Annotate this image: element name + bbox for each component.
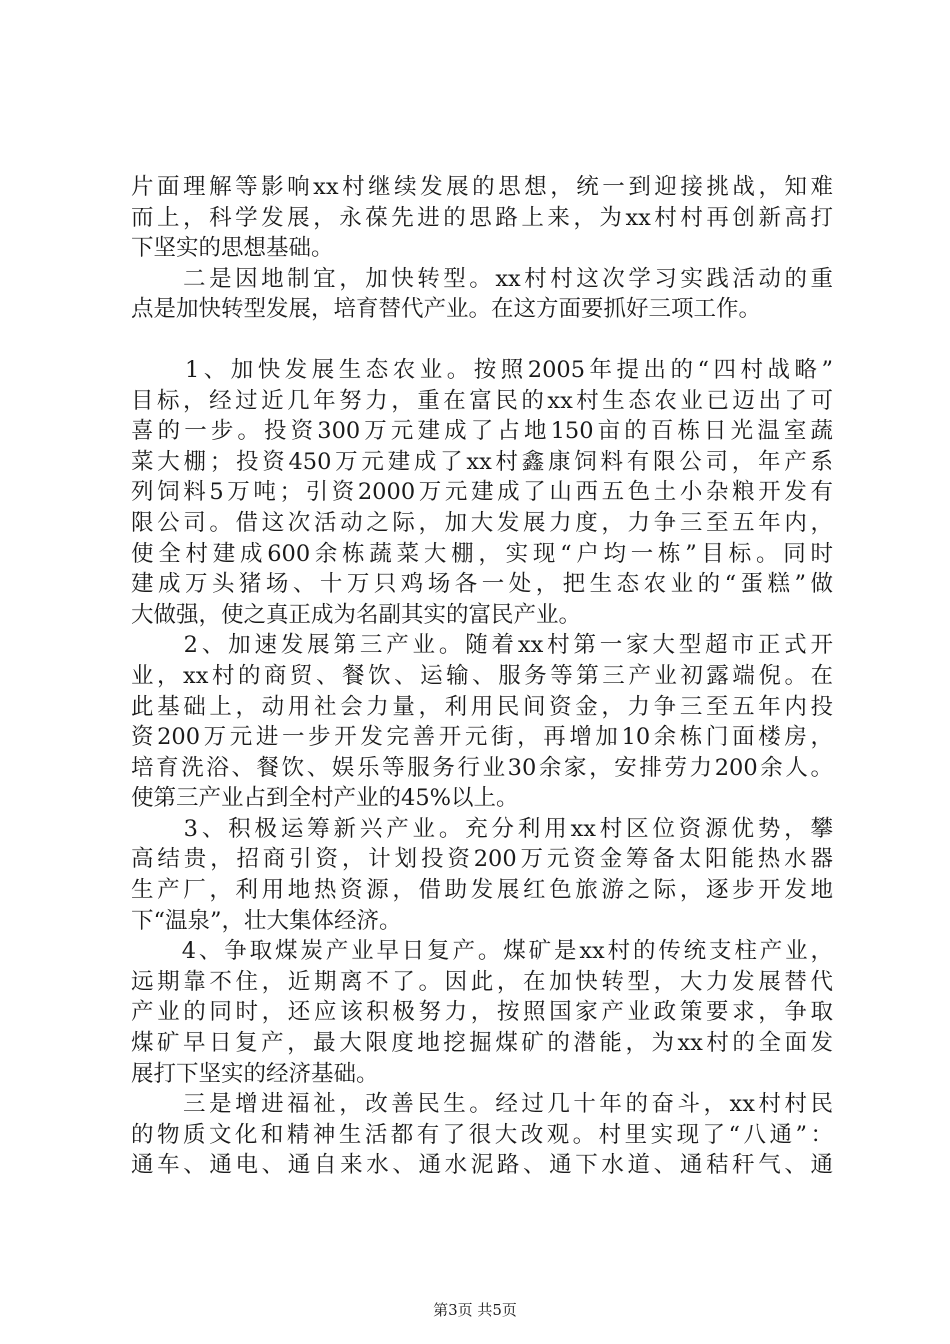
text-line: 2、加速发展第三产业。随着xx村第一家大型超市正式开 [131,632,833,659]
paragraph-5 [131,814,833,936]
text-line: 点是加快转型发展，培育替代产业。在这方面要抓好三项工作。 [131,296,762,323]
page-number-footer: 第3页 共5页 [433,1301,517,1319]
text-line: 高结贵，招商引资，计划投资200万元资金筹备太阳能热水器 [131,846,833,873]
text-line: 大做强，使之真正成为名副其实的富民产业。 [131,601,582,628]
text-line: 列饲料5万吨；引资2000万元建成了山西五色土小杂粮开发有 [131,479,833,506]
text-line: 二是因地制宜，加快转型。xx村村这次学习实践活动的重 [131,265,833,292]
text-line: 煤矿早日复产，最大限度地挖掘煤矿的潜能，为xx村的全面发 [131,1030,833,1057]
paragraph-3 [131,355,833,630]
text-line: 业，xx村的商贸、餐饮、运输、服务等第三产业初露端倪。在 [131,662,833,689]
text-line: 资200万元进一步开发完善开元街，再增加10余栋门面楼房， [131,724,833,751]
text-line: 通车、通电、通自来水、通水泥路、通下水道、通秸秆气、通 [131,1152,833,1179]
paragraph-4 [131,630,833,814]
text-line: 建成万头猪场、十万只鸡场各一处，把生态农业的“蛋糕”做 [131,571,833,598]
text-line: 使全村建成600余栋蔬菜大棚，实现“户均一栋”目标。同时 [131,540,833,567]
paragraph-1 [131,172,833,264]
text-line: 的物质文化和精神生活都有了很大改观。村里实现了“八通”： [131,1121,833,1148]
text-line: 此基础上，动用社会力量，利用民间资金，力争三至五年内投 [131,693,833,720]
text-line: 限公司。借这次活动之际，加大发展力度，力争三至五年内， [131,509,833,536]
text-line: 下坚实的思想基础。 [131,235,334,262]
text-line: 3、积极运筹新兴产业。充分利用xx村区位资源优势，攀 [131,815,833,842]
text-line: 4、争取煤炭产业早日复产。煤矿是xx村的传统支柱产业， [131,938,833,965]
text-line: 1、加快发展生态农业。按照2005年提出的“四村战略” [131,356,833,383]
paragraph-7 [131,1089,833,1181]
text-line: 生产厂，利用地热资源，借助发展红色旅游之际，逐步开发地 [131,877,833,904]
paragraph-6 [131,936,833,1089]
text-line: 菜大棚；投资450万元建成了xx村鑫康饲料有限公司，年产系 [131,448,833,475]
text-line: 三是增进福祉，改善民生。经过几十年的奋斗，xx村村民 [131,1091,833,1118]
document-body [131,172,833,1181]
text-line: 下“温泉”，壮大集体经济。 [131,907,402,934]
text-line: 而上，科学发展，永葆先进的思路上来，为xx村村再创新高打 [131,204,833,231]
text-line: 产业的同时，还应该积极努力，按照国家产业政策要求，争取 [131,999,833,1026]
text-line: 培育洗浴、餐饮、娱乐等服务行业30余家，安排劳力200余人。 [131,754,833,781]
text-line: 使第三产业占到全村产业的45%以上。 [131,785,519,812]
text-line: 喜的一步。投资300万元建成了占地150亩的百栋日光温室蔬 [131,418,833,445]
paragraph-2 [131,264,833,325]
text-line: 片面理解等影响xx村继续发展的思想，统一到迎接挑战，知难 [131,174,833,200]
text-line: 目标，经过近几年努力，重在富民的xx村生态农业已迈出了可 [131,387,833,414]
text-line: 展打下坚实的经济基础。 [131,1060,379,1087]
text-line: 远期靠不住，近期离不了。因此，在加快转型，大力发展替代 [131,968,833,995]
paragraph-gap [131,325,833,355]
